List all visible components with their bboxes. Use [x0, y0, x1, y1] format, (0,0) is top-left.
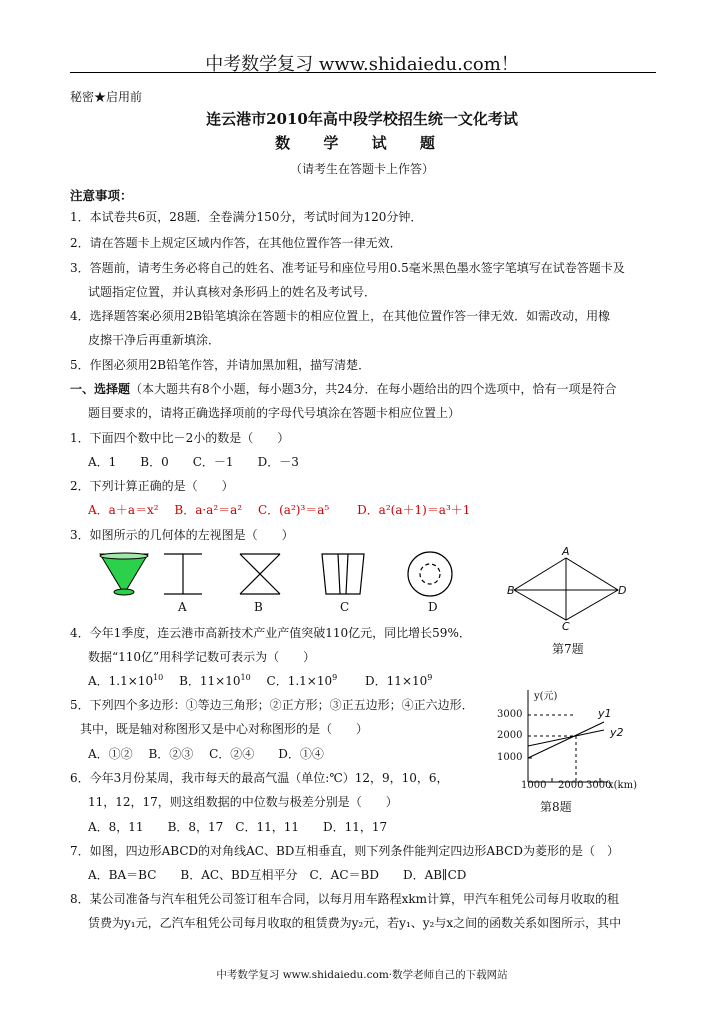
fig8-label-y1: y1	[598, 707, 612, 720]
q3-label-b: B	[254, 600, 263, 614]
section1-desc-cont: 题目要求的，请将正确选择项前的字母代号填涂在答题卡相应位置上）	[88, 406, 461, 420]
exam-title: 连云港市2010年高中段学校招生统一文化考试	[206, 110, 518, 128]
exam-subject: 数 学 试 题	[275, 134, 449, 152]
q3-stem: 3．如图所示的几何体的左视图是（ ）	[70, 528, 294, 542]
q4-stem: 4．今年1季度，连云港市高新技术产业产值突破110亿元，同比增长59%．	[70, 626, 471, 640]
q7-stem: 7．如图，四边形ABCD的对角线AC、BD互相垂直，则下列条件能判定四边形ABCD为菱形的是（ ）	[70, 844, 619, 858]
fig7-vertex-d: D	[618, 584, 627, 597]
fig8-y-label: y(元)	[534, 691, 558, 702]
q3-figures	[96, 550, 456, 602]
section1-label: 一、选择题	[70, 382, 131, 396]
q3-option-c-figure	[322, 554, 364, 594]
q4-option-c-exp: 9	[332, 673, 338, 682]
fig8-ytick-3000: 3000	[497, 709, 523, 720]
note-2: 2．请在答题卡上规定区域内作答，在其他位置作答一律无效．	[70, 236, 402, 250]
fig8-caption: 第8题	[540, 800, 572, 814]
q5-options: A．①② B．②③ C．②④ D．①④	[88, 747, 324, 761]
q2-options	[88, 501, 470, 518]
q4-stem-cont: 数据“110亿”用科学记数可表示为（ ）	[88, 650, 316, 664]
fig7-vertex-b: B	[507, 584, 515, 597]
page-footer: 中考数学复习 www.shidaiedu.com·数学老师自己的下载网站	[216, 969, 508, 981]
q3-label-d: D	[428, 600, 438, 614]
q2-option-d: D．a²(a＋1)＝a³＋1	[357, 503, 471, 517]
q4-option-d-exp: 9	[427, 673, 433, 682]
q8-stem-cont: 赁费为y₁元，乙汽车租凭公司每月收取的租赁费为y₂元，若y₁、y₂与x之间的函数关系如图所示，其中	[88, 916, 622, 930]
q4-option-b-exp: 10	[240, 673, 251, 682]
exam-subtitle: （请考生在答题卡上作答）	[289, 162, 434, 176]
notes-heading: 注意事项：	[70, 188, 133, 203]
note-3: 3．答题前，请考生务必将自己的姓名、准考证号和座位号用0.5毫米黑色墨水签字笔填写在试卷答题卡及	[70, 261, 625, 275]
page-header: 中考数学复习 www.shidaiedu.com！	[205, 54, 519, 75]
note-4: 4．选择题答案必须用2B铅笔填涂在答题卡的相应位置上，在其他位置作答一律无效．如需改动，用橡	[70, 309, 611, 323]
q5-stem: 5．下列四个多边形：①等边三角形；②正方形；③正五边形；④正六边形．	[70, 698, 474, 712]
fig8-xtick-2000: 2000	[558, 780, 584, 791]
fig8-label-y2: y2	[610, 726, 624, 739]
q2-option-b: B．a·a²＝a²	[174, 503, 243, 517]
section1-desc: （本大题共有8个小题，每小题3分，共24分．在每小题给出的四个选项中，恰有一项是符合	[130, 382, 617, 396]
q3-label-c: C	[340, 600, 350, 614]
fig7-vertex-c: C	[562, 620, 570, 633]
q4-options	[88, 672, 432, 689]
q4-option-a-exp: 10	[153, 673, 164, 682]
fig7-rhombus	[506, 546, 636, 636]
q3-option-b-figure	[240, 554, 280, 594]
fig8-ytick-2000: 2000	[497, 730, 523, 741]
q2-option-c: C．(a²)³＝a⁵	[257, 503, 330, 517]
q7-options: A．BA＝BC B．AC、BD互相平分 C．AC＝BD D．AB∥CD	[88, 868, 467, 882]
fig8-x-label: x(km)	[608, 780, 637, 791]
q6-stem-cont: 11，12，17，则这组数据的中位数与极差分别是（ ）	[88, 795, 398, 809]
q4-option-a: A．1.1×10	[88, 674, 154, 688]
q4-option-d: D．11×10	[365, 674, 428, 688]
q2-option-a: A．a＋a＝x²	[88, 503, 159, 517]
q1-options: A．1 B．0 C．－1 D．－3	[88, 455, 299, 469]
q4-option-b: B．11×10	[179, 674, 241, 688]
q8-stem: 8．某公司准备与汽车租凭公司签订租车合同，以每月用车路程xkm计算，甲汽车租凭公司每月收取的租	[70, 892, 620, 906]
fig8-line-y2	[528, 730, 604, 746]
fig7-caption: 第7题	[552, 642, 584, 656]
q5-stem-cont: 其中，既是轴对称图形又是中心对称图形的是（ ）	[80, 722, 369, 736]
q3-solid-figure	[100, 553, 148, 595]
fig8-xtick-3000: 3000	[586, 780, 612, 791]
q3-label-a: A	[178, 600, 187, 614]
secret-mark: 秘密★启用前	[70, 90, 143, 104]
q3-option-a-figure	[164, 554, 202, 594]
q6-stem: 6．今年3月份某周，我市每天的最高气温（单位:℃）12，9，10，6，	[70, 771, 449, 785]
fig8-line-y1	[528, 722, 604, 758]
note-3-cont: 试题指定位置，并认真核对条形码上的姓名及考试号．	[88, 285, 377, 299]
q1-stem: 1．下面四个数中比－2小的数是（ ）	[70, 431, 290, 445]
fig8-ytick-1000: 1000	[497, 752, 523, 763]
fig8-xtick-1000: 1000	[521, 780, 547, 791]
header-rule	[70, 72, 656, 73]
note-5: 5．作图必须用2B铅笔作答，并请加黑加粗，描写清楚．	[70, 358, 371, 372]
note-4-cont: 皮擦干净后再重新填涂．	[88, 333, 221, 347]
q6-options: A．8，11 B．8，17 C．11，11 D．11，17	[88, 820, 388, 834]
fig7-vertex-a: A	[562, 545, 570, 558]
q4-option-c: C．1.1×10	[266, 674, 333, 688]
q2-stem: 2．下列计算正确的是（ ）	[70, 479, 234, 493]
q3-option-d-figure	[408, 552, 452, 596]
section1-heading	[70, 380, 617, 397]
note-1: 1．本试卷共6页，28题．全卷满分150分，考试时间为120分钟．	[70, 210, 423, 224]
